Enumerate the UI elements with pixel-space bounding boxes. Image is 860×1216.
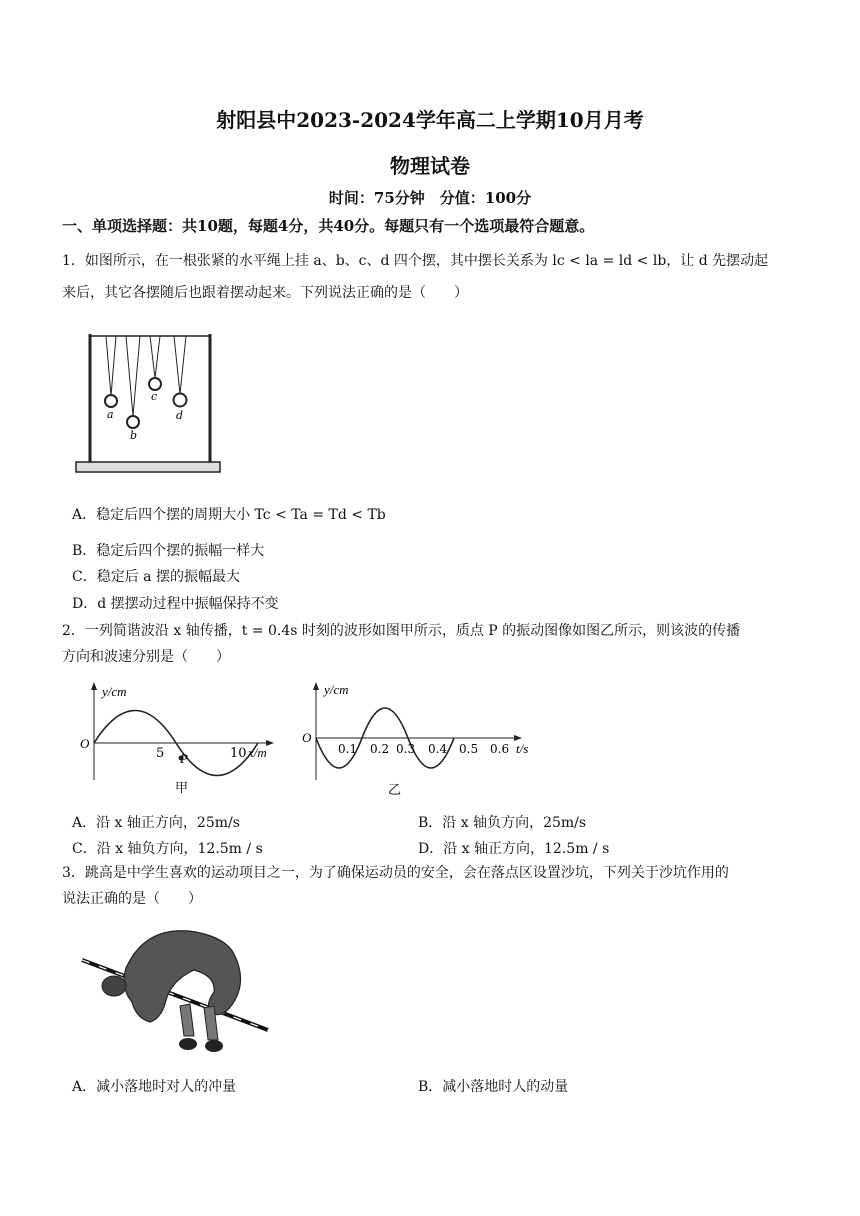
q2-stem bbox=[62, 620, 797, 669]
yi-tick-6: 0.6 bbox=[490, 742, 510, 756]
yi-tick-1: 0.1 bbox=[338, 742, 358, 756]
athlete-leg-left bbox=[180, 1004, 194, 1036]
bob-a bbox=[105, 395, 117, 407]
yi-tick-3: 0.3 bbox=[396, 742, 416, 756]
yi-caption: 乙 bbox=[388, 783, 402, 798]
yi-origin: O bbox=[302, 730, 312, 745]
q3-stem bbox=[62, 862, 797, 911]
q3-option-a[interactable]: A．减小落地时对人的冲量 bbox=[72, 1079, 237, 1095]
wave-figure-yi bbox=[300, 680, 540, 800]
q1-option-d[interactable]: D．d 摆摆动过程中振幅保持不变 bbox=[72, 596, 279, 612]
pendulum-figure bbox=[74, 328, 224, 478]
bob-d bbox=[174, 394, 187, 407]
q1-option-c[interactable]: C．稳定后 a 摆的振幅最大 bbox=[72, 569, 240, 585]
q2-option-a[interactable]: A．沿 x 轴正方向，25m/s bbox=[72, 815, 240, 831]
label-a: a bbox=[107, 408, 114, 421]
bob-b bbox=[127, 416, 139, 428]
q2-option-d[interactable]: D．沿 x 轴正方向，12.5m / s bbox=[418, 841, 610, 857]
yi-ylabel: y/cm bbox=[324, 682, 349, 697]
jia-origin: O bbox=[80, 736, 90, 751]
q1-line1: 1．如图所示，在一根张紧的水平绳上挂 a、b、c、d 四个摆，其中摆长关系为 lc < la = ld < lb，让 d 先摆动起 bbox=[62, 253, 769, 269]
q1-option-a[interactable]: A．稳定后四个摆的周期大小 Tc < Ta = Td < Tb bbox=[72, 507, 386, 523]
q3-line1: 3．跳高是中学生喜欢的运动项目之一，为了确保运动员的安全，会在落点区设置沙坑，下列关于沙坑作用的 bbox=[62, 865, 729, 881]
label-c: c bbox=[151, 390, 158, 403]
label-d: d bbox=[176, 409, 184, 422]
bob-c bbox=[149, 378, 161, 390]
athlete-shoe-right bbox=[205, 1040, 223, 1052]
yi-tick-5: 0.5 bbox=[459, 742, 479, 756]
jia-ylabel: y/cm bbox=[102, 684, 127, 699]
wave-figure-jia bbox=[80, 680, 280, 800]
high-jump-photo bbox=[76, 918, 276, 1058]
q1-stem bbox=[62, 250, 797, 305]
string-c bbox=[150, 336, 155, 378]
jia-tick-5: 5 bbox=[156, 746, 165, 761]
exam-title: 射阳县中2023-2024学年高二上学期10月月考 bbox=[216, 108, 644, 132]
q2-line2: 方向和波速分别是（ ） bbox=[62, 649, 230, 666]
section-title: 一、单项选择题：共10题，每题4分，共40分。每题只有一个选项最符合题意。 bbox=[62, 217, 595, 235]
jia-tick-10: 10 bbox=[230, 746, 247, 761]
jia-caption: 甲 bbox=[175, 781, 189, 796]
label-b: b bbox=[130, 429, 138, 442]
yi-xlabel: t/s bbox=[516, 741, 529, 756]
q2-line1: 2．一列简谐波沿 x 轴传播，t = 0.4s 时刻的波形如图甲所示，质点 P 的振动图像如图乙所示，则该波的传播 bbox=[62, 623, 741, 639]
jia-xlabel: x/m bbox=[248, 745, 267, 760]
q1-line2: 来后，其它各摆随后也跟着摆动起来。下列说法正确的是（ ） bbox=[62, 285, 468, 302]
string-b bbox=[126, 336, 133, 416]
q1-option-b[interactable]: B．稳定后四个摆的振幅一样大 bbox=[72, 543, 265, 559]
q2-option-c[interactable]: C．沿 x 轴负方向，12.5m / s bbox=[72, 841, 263, 857]
string-a bbox=[106, 336, 111, 396]
q2-option-b[interactable]: B．沿 x 轴负方向，25m/s bbox=[418, 815, 587, 831]
yi-tick-4: 0.4 bbox=[428, 742, 448, 756]
pendulum-base bbox=[76, 462, 220, 472]
athlete-head bbox=[102, 976, 126, 996]
exam-subtitle: 物理试卷 bbox=[390, 154, 470, 178]
exam-info: 时间：75分钟 分值：100分 bbox=[328, 189, 532, 207]
q3-line2: 说法正确的是（ ） bbox=[62, 891, 202, 908]
athlete-shoe-left bbox=[179, 1038, 197, 1050]
jia-label-p: P bbox=[180, 751, 188, 766]
q3-option-b[interactable]: B．减小落地时人的动量 bbox=[418, 1079, 569, 1095]
string-d bbox=[174, 336, 180, 394]
yi-tick-2: 0.2 bbox=[370, 742, 390, 756]
